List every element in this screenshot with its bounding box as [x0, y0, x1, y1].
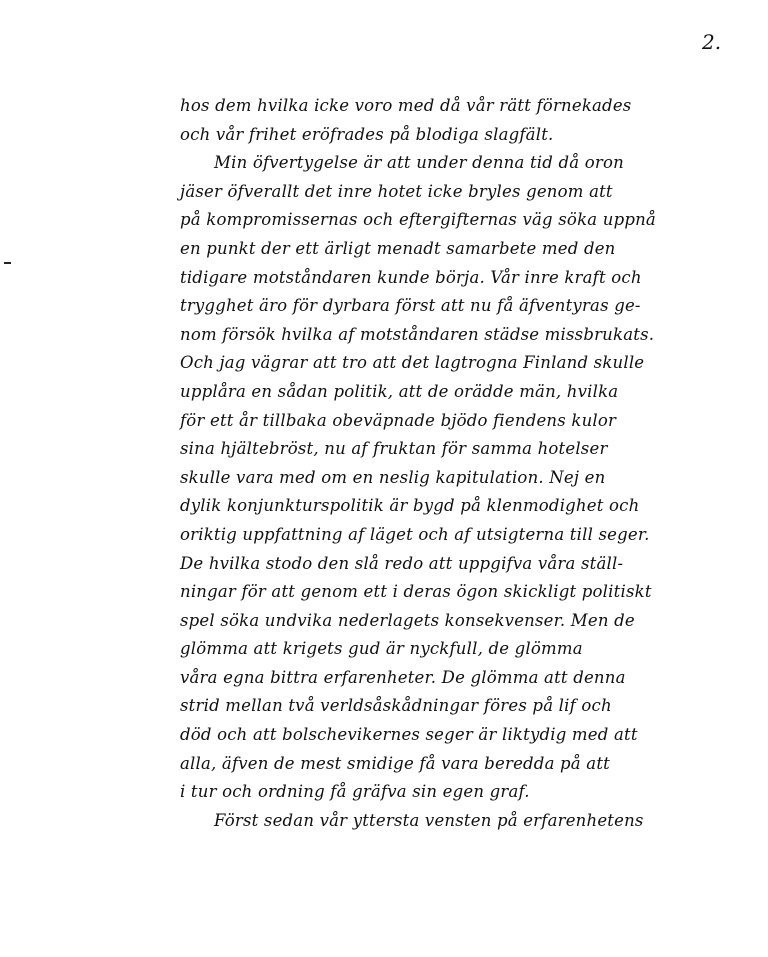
text-line: trygghet äro för dyrbara först att nu få äfventyras ge- [180, 296, 641, 316]
text-line: jäser öfverallt det inre hotet icke bryles genom att [180, 181, 613, 201]
text-line: glömma att krigets gud är nyckfull, de glömma [180, 639, 583, 659]
text-line: sina hjältebröst, nu af fruktan för samma hotelser [180, 439, 608, 459]
text-line: skulle vara med om en neslig kapitulation. Nej en [180, 467, 606, 487]
text-line: alla, äfven de mest smidige få vara beredda på att [180, 753, 610, 773]
text-line: en punkt der ett ärligt menadt samarbete med den [180, 238, 616, 258]
text-line: upplåra en sådan politik, att de orädde män, hvilka [180, 381, 619, 401]
text-line: nom försök hvilka af motståndaren städse missbrukats. [180, 324, 655, 344]
text-line: De hvilka stodo den slå redo att uppgifva våra ställ- [180, 553, 624, 573]
text-line: dylik konjunkturspolitik är bygd på klenmodighet och [180, 496, 640, 516]
margin-mark [4, 262, 11, 264]
page-number: 2. [702, 30, 722, 54]
text-line: våra egna bittra erfarenheter. De glömma att denna [180, 667, 626, 687]
text-line: tidigare motståndaren kunde börja. Vår inre kraft och [180, 267, 642, 287]
text-line: död och att bolschevikernes seger är liktydig med att [180, 725, 638, 745]
text-line: Och jag vägrar att tro att det lagtrogna Finland skulle [180, 353, 645, 373]
text-line: Först sedan vår yttersta vensten på erfarenhetens [214, 810, 644, 830]
text-line: ningar för att genom ett i deras ögon skickligt politiskt [180, 582, 652, 602]
text-line: strid mellan två verldsåskådningar föres på lif och [180, 696, 612, 716]
text-line: oriktig uppfattning af läget och af utsigterna till seger. [180, 524, 650, 544]
text-line: på kompromissernas och eftergifternas väg söka uppnå [180, 210, 656, 230]
text-line: och vår frihet eröfrades på blodiga slagfält. [180, 124, 554, 144]
text-line: spel söka undvika nederlagets konsekvenser. Men de [180, 610, 635, 630]
handwritten-text-body [180, 92, 740, 835]
text-line: i tur och ordning få gräfva sin egen graf. [180, 782, 530, 802]
text-line: hos dem hvilka icke voro med då vår rätt förnekades [180, 96, 632, 115]
text-line: för ett år tillbaka obeväpnade bjödo fiendens kulor [180, 410, 617, 430]
text-line: Min öfvertygelse är att under denna tid då oron [214, 153, 624, 173]
